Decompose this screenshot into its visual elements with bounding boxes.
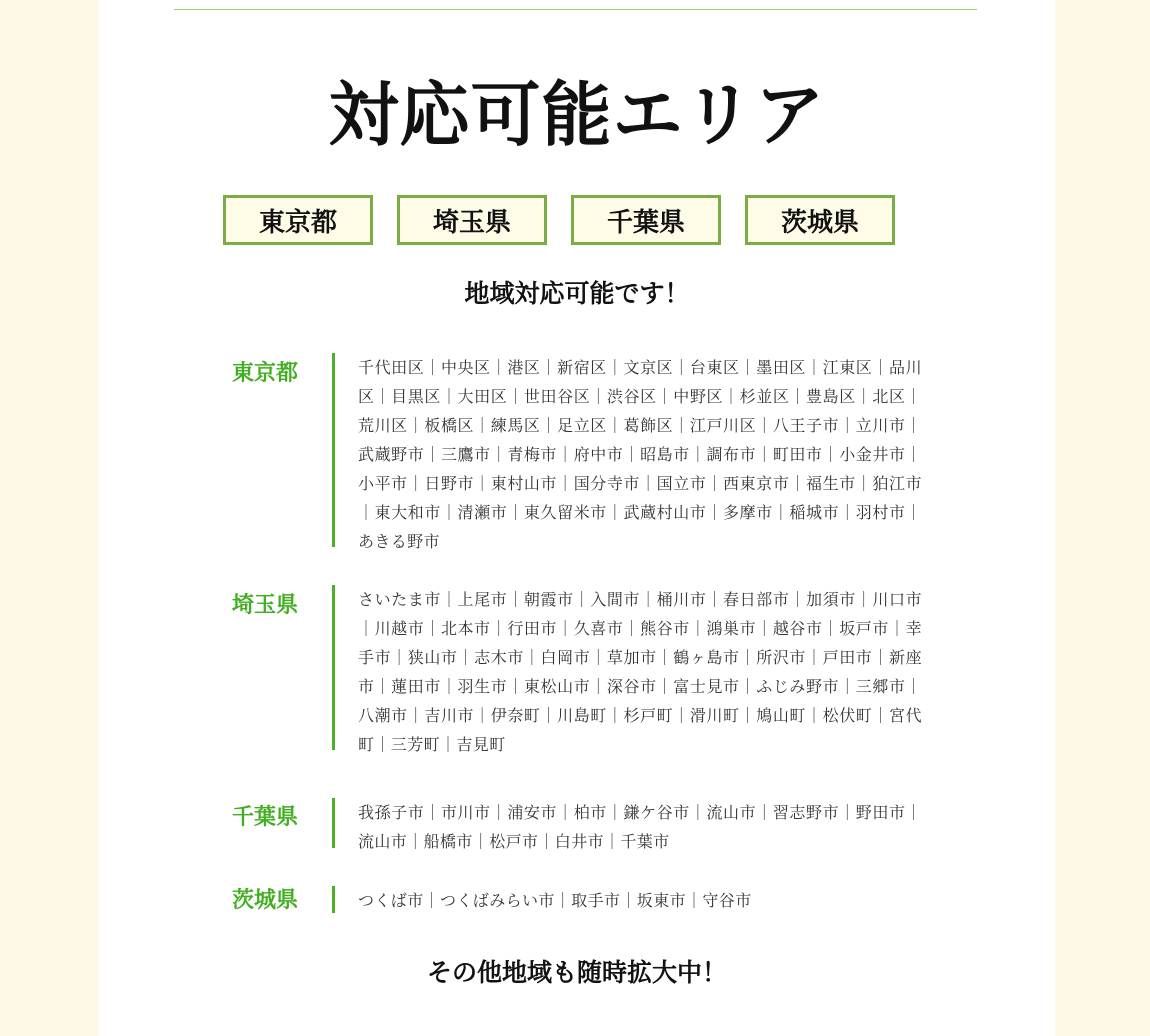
area-name: 茨城県 [231,888,298,913]
area-city-list: 千代田区｜中央区｜港区｜新宿区｜文京区｜台東区｜墨田区｜江東区｜品川区｜目黒区｜大田区｜世田谷区｜渋谷区｜中野区｜杉並区｜豊島区｜北区｜荒川区｜板橋区｜練馬区｜足立区｜葛飾区｜江戸川区｜八王子市｜立川市｜武蔵野市｜三鷹市｜青梅市｜府中市｜昭島市｜調布市｜町田市｜小金井市｜小平市｜日野市｜東村山市｜国分寺市｜国立市｜西東京市｜福生市｜狛江市｜東大和市｜清瀬市｜東久留米市｜武蔵村山市｜多摩市｜稲城市｜羽村市｜あきる野市 [358,358,922,551]
area-divider [332,585,335,750]
area-divider [332,798,335,848]
area-divider [332,886,335,913]
area-city-list: つくば市｜つくばみらい市｜取手市｜坂東市｜守谷市 [358,891,752,910]
section-subtitle: 地域対応可能です！ [464,279,690,308]
expansion-notice: その他地域も随時拡大中！ [426,958,727,987]
section-title: 対応可能エリア [328,74,826,156]
area-name: 千葉県 [231,805,298,830]
area-city-list: 我孫子市｜市川市｜浦安市｜柏市｜鎌ケ谷市｜流山市｜習志野市｜野田市｜流山市｜船橋市｜松戸市｜白井市｜千葉市 [358,803,922,851]
area-name: 埼玉県 [231,593,298,618]
area-divider [332,353,335,547]
service-area-section [99,0,1055,1036]
prefecture-button-tokyo[interactable]: 東京都 [223,195,373,245]
area-name: 東京都 [231,361,298,386]
prefecture-button-chiba[interactable]: 千葉県 [571,195,721,245]
prefecture-button-group [223,195,895,245]
prefecture-button-ibaraki[interactable]: 茨城県 [745,195,895,245]
top-divider [174,9,977,10]
prefecture-button-saitama[interactable]: 埼玉県 [397,195,547,245]
area-city-list: さいたま市｜上尾市｜朝霞市｜入間市｜桶川市｜春日部市｜加須市｜川口市｜川越市｜北本市｜行田市｜久喜市｜熊谷市｜鴻巣市｜越谷市｜坂戸市｜幸手市｜狭山市｜志木市｜白岡市｜草加市｜鶴ヶ島市｜所沢市｜戸田市｜新座市｜蓮田市｜羽生市｜東松山市｜深谷市｜富士見市｜ふじみ野市｜三郷市｜八潮市｜吉川市｜伊奈町｜川島町｜杉戸町｜滑川町｜鳩山町｜松伏町｜宮代町｜三芳町｜吉見町 [358,590,922,754]
